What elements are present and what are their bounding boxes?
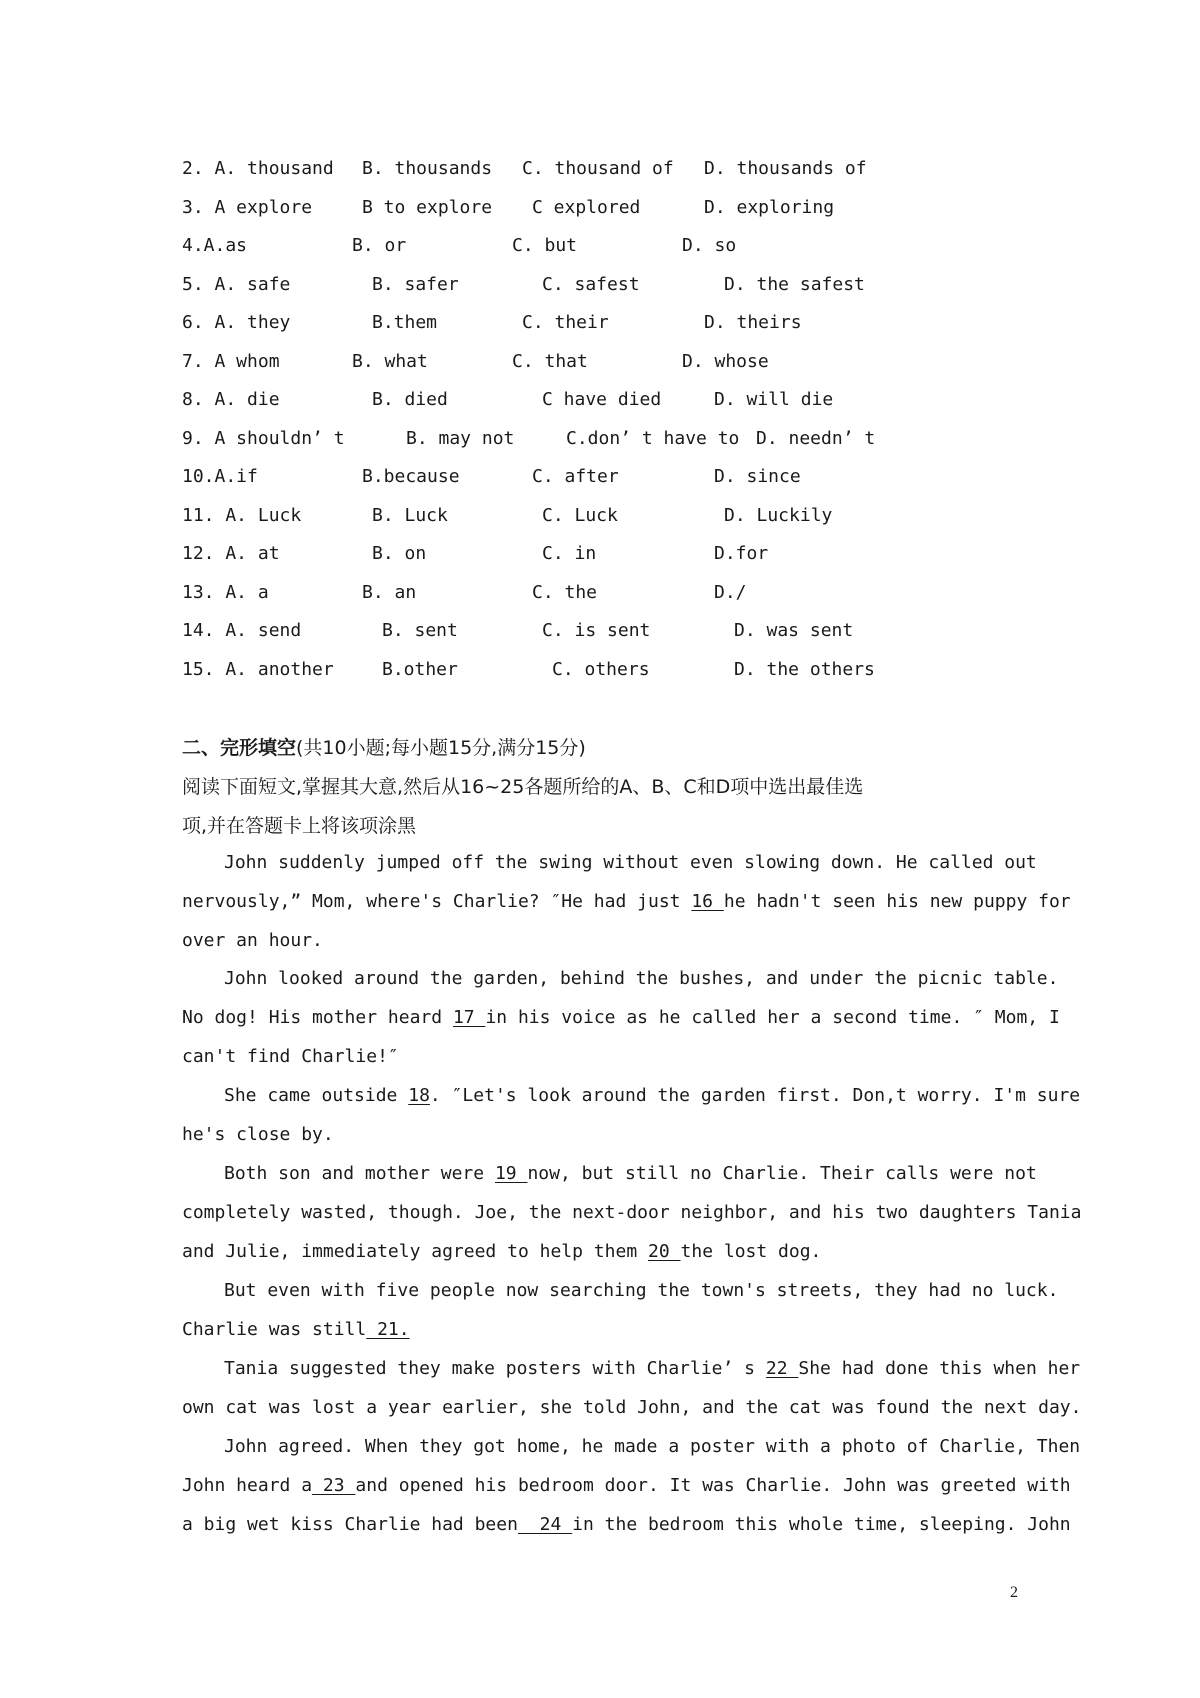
list-item — [182, 543, 1062, 573]
passage-line: own cat was lost a year earlier, she told John, and the cat was found the next day. — [182, 1397, 1082, 1418]
option-c: C. is sent — [542, 620, 651, 641]
passage-line — [182, 1319, 1024, 1340]
list-item — [182, 197, 1062, 227]
option-b: B to explore — [362, 197, 493, 218]
passage-text: and opened his bedroom door. It was Charlie. John was greeted with — [355, 1475, 1071, 1496]
option-c: C. their — [522, 312, 609, 333]
list-item — [182, 274, 1062, 304]
option-c: C. others — [552, 659, 650, 680]
blank-19: 19 — [494, 1163, 528, 1184]
passage-text: the lost dog. — [680, 1241, 822, 1262]
option-a: 11. A. Luck — [182, 505, 302, 526]
option-b: B.them — [372, 312, 438, 333]
passage-line: he's close by. — [182, 1124, 334, 1145]
blank-21: 21. — [366, 1319, 410, 1340]
blank-23: 23 — [312, 1475, 356, 1496]
option-a: 15. A. another — [182, 659, 334, 680]
list-item — [182, 582, 1062, 612]
blank-22: 22 — [765, 1358, 799, 1379]
option-b: B. Luck — [372, 505, 448, 526]
option-d: D. needn’ t — [756, 428, 876, 449]
passage-line — [182, 1514, 1071, 1535]
passage-text: a big wet kiss Charlie had been — [182, 1514, 518, 1535]
option-c: C. but — [512, 235, 578, 256]
option-b: B. on — [372, 543, 427, 564]
list-item — [182, 428, 1062, 458]
passage-line — [182, 1007, 1060, 1028]
option-b: B. or — [352, 235, 407, 256]
list-item — [182, 659, 1062, 689]
blank-24: 24 — [517, 1514, 573, 1535]
list-item — [182, 351, 1062, 381]
passage-text: in his voice as he called her a second time. ″ Mom, I — [485, 1007, 1060, 1028]
option-b: B.other — [382, 659, 458, 680]
option-c: C. in — [542, 543, 597, 564]
passage-line: John suddenly jumped off the swing without even slowing down. He called out — [224, 852, 1037, 873]
option-d: D. exploring — [704, 197, 835, 218]
option-b: B. may not — [406, 428, 515, 449]
option-d: D. was sent — [734, 620, 854, 641]
passage-text: She had done this when her — [798, 1358, 1081, 1379]
passage-line: John agreed. When they got home, he made a poster with a photo of Charlie, Then — [224, 1436, 1081, 1457]
option-a: 9. A shouldn’ t — [182, 428, 345, 449]
passage-line — [182, 1085, 1081, 1106]
option-d: D. since — [714, 466, 801, 487]
option-b: B.because — [362, 466, 460, 487]
option-b: B. died — [372, 389, 448, 410]
option-b: B. what — [352, 351, 428, 372]
passage-text: No dog! His mother heard — [182, 1007, 453, 1028]
blank-20: 20 — [648, 1241, 681, 1262]
passage-line: John looked around the garden, behind the bushes, and under the picnic table. — [224, 968, 1059, 989]
passage-line — [182, 891, 1071, 912]
option-c: C. after — [532, 466, 619, 487]
option-d: D. thousands of — [704, 158, 867, 179]
option-a: 8. A. die — [182, 389, 280, 410]
option-a: 10.A.if — [182, 466, 258, 487]
option-a: 2. A. thousand — [182, 158, 334, 179]
passage-line: can't find Charlie!″ — [182, 1046, 399, 1067]
list-item — [182, 620, 1062, 650]
passage-text: Tania suggested they make posters with Charlie’ s — [224, 1358, 766, 1379]
option-a: 6. A. they — [182, 312, 291, 333]
option-a: 14. A. send — [182, 620, 302, 641]
list-item — [182, 158, 1062, 188]
option-d: D./ — [714, 582, 747, 603]
option-d: D. Luckily — [724, 505, 833, 526]
blank-16: 16 — [691, 891, 724, 912]
passage-text: nervously,” Mom, where's Charlie? ″He had just — [182, 891, 692, 912]
instruction-line: 阅读下面短文,掌握其大意,然后从16~25各题所给的A、B、C和D项中选出最佳选 — [182, 776, 864, 798]
passage-text: Both son and mother were — [224, 1163, 495, 1184]
passage-line — [182, 1358, 1081, 1379]
option-a: 5. A. safe — [182, 274, 291, 295]
option-d: D. theirs — [704, 312, 802, 333]
passage-text: now, but still no Charlie. Their calls were not — [527, 1163, 1037, 1184]
option-d: D. whose — [682, 351, 769, 372]
passage-text: . ″Let's look around the garden first. Don,t worry. I'm sure — [429, 1085, 1081, 1106]
section-title-rest: (共10小题;每小题15分,满分15分) — [296, 737, 586, 759]
section-title-bold: 二、完形填空 — [182, 737, 297, 759]
blank-18: 18 — [408, 1085, 430, 1106]
instruction-line: 项,并在答题卡上将该项涂黑 — [182, 815, 417, 837]
passage-text: he hadn't seen his new puppy for — [723, 891, 1071, 912]
passage-line: completely wasted, though. Joe, the next-door neighbor, and his two daughters Tania — [182, 1202, 1082, 1223]
option-a: 4.A.as — [182, 235, 248, 256]
option-c: C. safest — [542, 274, 640, 295]
passage-text: She came outside — [224, 1085, 409, 1106]
option-d: D. so — [682, 235, 737, 256]
blank-17: 17 — [452, 1007, 486, 1028]
page-number: 2 — [1010, 1584, 1018, 1601]
list-item — [182, 235, 1062, 265]
option-a: 3. A explore — [182, 197, 313, 218]
list-item — [182, 466, 1062, 496]
option-c: C. Luck — [542, 505, 618, 526]
option-b: B. an — [362, 582, 417, 603]
option-b: B. thousands — [362, 158, 493, 179]
passage-line: But even with five people now searching the town's streets, they had no luck. — [224, 1280, 1059, 1301]
list-item — [182, 312, 1062, 342]
list-item — [182, 505, 1062, 535]
passage-text: Charlie was still — [182, 1319, 367, 1340]
passage-text: and Julie, immediately agreed to help them — [182, 1241, 648, 1262]
passage-line — [182, 1163, 1037, 1184]
section-title — [182, 733, 586, 760]
option-d: D.for — [714, 543, 769, 564]
option-d: D. will die — [714, 389, 834, 410]
option-b: B. safer — [372, 274, 459, 295]
passage-text: in the bedroom this whole time, sleeping. John — [572, 1514, 1071, 1535]
option-c: C. thousand of — [522, 158, 674, 179]
passage-line — [182, 1475, 1071, 1496]
option-a: 13. A. a — [182, 582, 269, 603]
option-c: C have died — [542, 389, 662, 410]
option-a: 12. A. at — [182, 543, 280, 564]
option-c: C. the — [532, 582, 598, 603]
option-a: 7. A whom — [182, 351, 280, 372]
option-c: C. that — [512, 351, 588, 372]
option-b: B. sent — [382, 620, 458, 641]
passage-line — [182, 1241, 1024, 1262]
option-d: D. the safest — [724, 274, 865, 295]
option-c: C explored — [532, 197, 641, 218]
passage-line: over an hour. — [182, 930, 323, 951]
passage-text: John heard a — [182, 1475, 313, 1496]
list-item — [182, 389, 1062, 419]
option-c: C.don’ t have to — [566, 428, 740, 449]
option-d: D. the others — [734, 659, 875, 680]
